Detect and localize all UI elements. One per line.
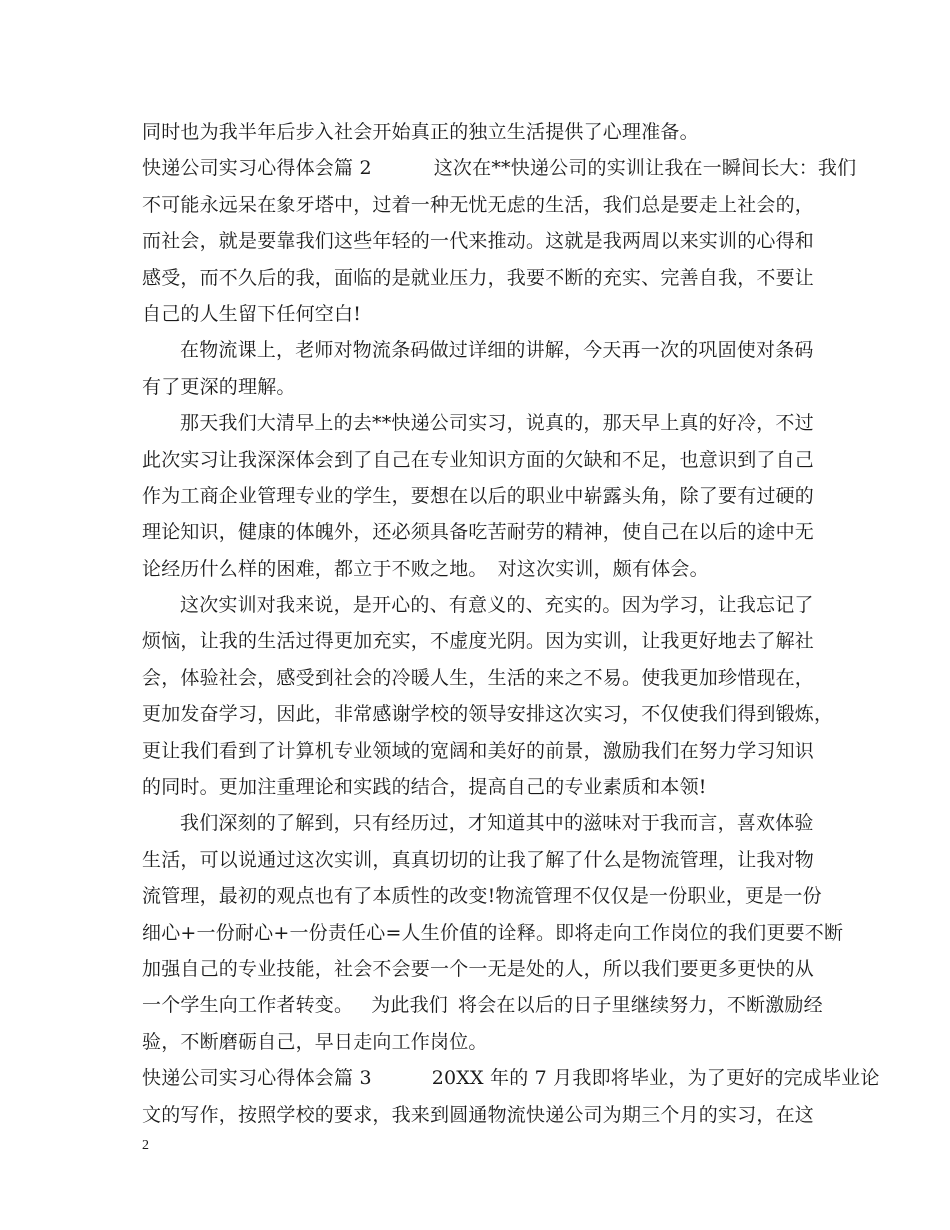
text-line: 一个学生向工作者转变。 为此我们 将会在以后的日子里继续努力，不断激励经	[142, 994, 823, 1017]
text-line: 自己的人生留下任何空白!	[142, 302, 362, 325]
text-line: 更加发奋学习，因此，非常感谢学校的领导安排这次实习，不仅使我们得到锻炼，	[142, 703, 834, 726]
text-line: 同时也为我半年后步入社会开始真正的独立生活提供了心理准备。	[142, 121, 699, 143]
text-line: 感受，而不久后的我，面临的是就业压力，我要不断的充实、完善自我，不要让	[142, 266, 815, 289]
text-line: 而社会，就是要靠我们这些年轻的一代来推动。这就是我两周以来实训的心得和	[142, 230, 815, 253]
section-heading-line: 快递公司实习心得体会篇 3 20XX 年的 7 月我即将毕业，为了更好的完成毕业论	[142, 1067, 880, 1090]
section-heading: 快递公司实习心得体会篇 3	[142, 1067, 372, 1090]
text-line: 此次实习让我深深体会到了自己在专业知识方面的欠缺和不足，也意识到了自己	[142, 448, 815, 471]
text-line: 理论知识，健康的体魄外，还必须具备吃苦耐劳的精神，使自己在以后的途中无	[142, 521, 815, 544]
text-line: 有了更深的理解。	[142, 375, 296, 398]
paragraph-start: 这次实训对我来说，是开心的、有意义的、充实的。因为学习，让我忘记了	[180, 594, 814, 617]
text-line: 烦恼，让我的生活过得更加充实，不虚度光阴。因为实训，让我更好地去了解社	[142, 630, 815, 653]
text-line: 会，体验社会，感受到社会的冷暖人生，生活的来之不易。使我更加珍惜现在，	[142, 666, 815, 689]
text-line: 验，不断磨砺自己，早日走向工作岗位。	[142, 1030, 488, 1053]
document-body	[142, 114, 880, 1133]
paragraph-start: 我们深刻的了解到，只有经历过，才知道其中的滋味对于我而言，喜欢体验	[180, 812, 814, 835]
text-line: 不可能永远呆在象牙塔中，过着一种无忧无虑的生活，我们总是要走上社会的，	[142, 193, 815, 216]
text-line: 的同时。更加注重理论和实践的结合，提高自己的专业素质和本领!	[142, 776, 707, 799]
text-line: 文的写作，按照学校的要求，我来到圆通物流快递公司为期三个月的实习，在这	[142, 1103, 815, 1126]
text-line: 生活，可以说通过这次实训，真真切切的让我了解了什么是物流管理，让我对物	[142, 848, 815, 871]
paragraph-start: 那天我们大清早上的去**快递公司实习，说真的，那天早上真的好冷，不过	[180, 412, 814, 435]
text-line: 论经历什么样的困难，都立于不败之地。 对这次实训，颇有体会。	[142, 557, 709, 580]
text-line: 作为工商企业管理专业的学生，要想在以后的职业中崭露头角，除了要有过硬的	[142, 484, 815, 507]
text-line: 细心+一份耐心+一份责任心=人生价值的诠释。即将走向工作岗位的我们更要不断	[142, 921, 844, 944]
section-heading-line: 快递公司实习心得体会篇 2 这次在**快递公司的实训让我在一瞬间长大：我们	[142, 157, 857, 180]
text-line: 流管理，最初的观点也有了本质性的改变!物流管理不仅仅是一份职业，更是一份	[142, 885, 822, 908]
paragraph-start: 在物流课上，老师对物流条码做过详细的讲解，今天再一次的巩固使对条码	[180, 339, 814, 362]
text-line: 加强自己的专业技能，社会不会要一个一无是处的人，所以我们要更多更快的从	[142, 957, 815, 980]
section-heading: 快递公司实习心得体会篇 2	[142, 157, 372, 180]
page-number: 2	[142, 1138, 149, 1153]
text-line: 更让我们看到了计算机专业领域的宽阔和美好的前景，激励我们在努力学习知识	[142, 739, 815, 762]
